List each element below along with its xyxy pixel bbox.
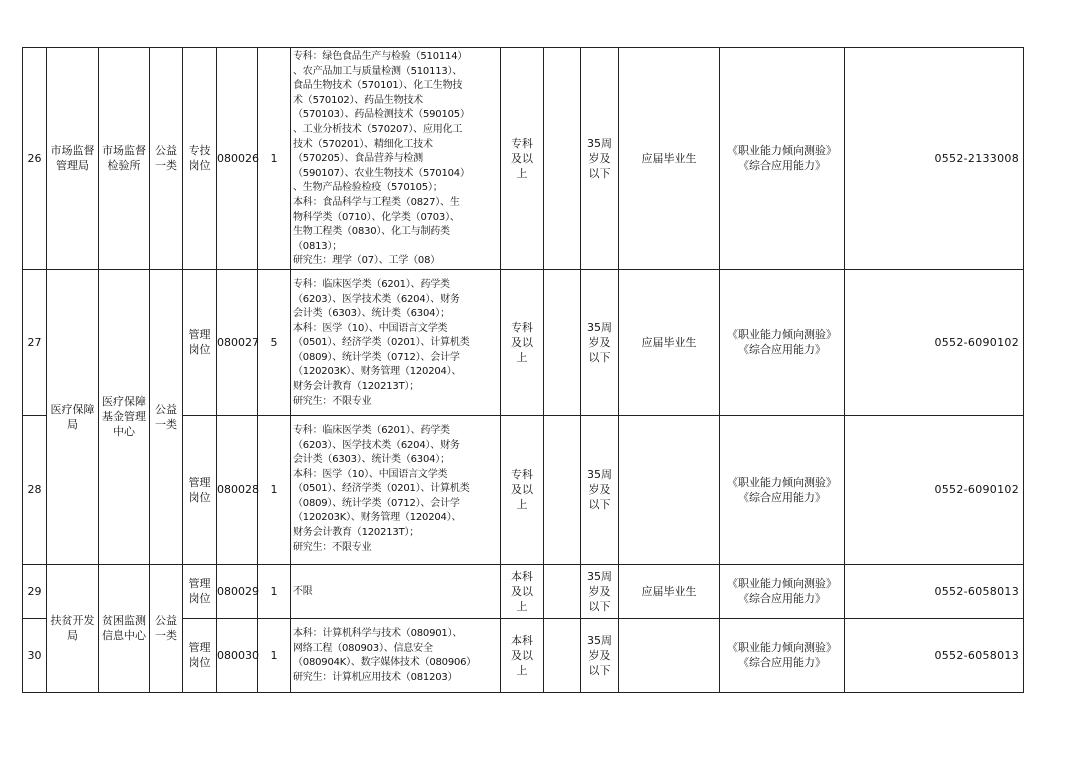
requirements-cell: 专科：临床医学类（6201）、药学类 （6203）、医学技术类（6204）、财务 会计类（6303）、统计类（6304）； 本科：医学（10）、中国语言文学类 （0501）、经济学类（0201）、计算机类 （0809）、统计学类（0712）、会计学 （120203K）、财务管理（120204）、 财务会计教育（120213T）； 研究生：不限专业 [291,415,501,564]
education-cell: 本科 及以 上 [501,618,544,692]
department-cell: 市场监督 管理局 [47,48,99,270]
row-number: 27 [23,269,47,415]
unit-type-cell: 公益 一类 [150,48,183,270]
post-code-cell: 080029 [217,564,258,618]
headcount-cell: 1 [258,415,291,564]
post-type-cell: 管理 岗位 [183,618,217,692]
unit-cell: 市场监督 检验所 [99,48,150,270]
table-row [23,48,1024,270]
post-type-cell: 管理 岗位 [183,269,217,415]
exam-cell: 《职业能力倾向测验》 《综合应用能力》 [720,618,845,692]
phone-cell: 0552-6090102 [845,415,1024,564]
education-cell: 本科 及以 上 [501,564,544,618]
blank-cell [544,415,581,564]
age-cell: 35周 岁及 以下 [581,48,619,270]
unit-cell: 医疗保障 基金管理 中心 [99,269,150,564]
exam-cell: 《职业能力倾向测验》 《综合应用能力》 [720,564,845,618]
age-cell: 35周 岁及 以下 [581,618,619,692]
requirements-cell: 不限 [291,564,501,618]
blank-cell [544,618,581,692]
age-cell: 35周 岁及 以下 [581,564,619,618]
headcount-cell: 1 [258,618,291,692]
post-code-cell: 080030 [217,618,258,692]
department-cell: 医疗保障 局 [47,269,99,564]
phone-cell: 0552-6090102 [845,269,1024,415]
table-row [23,564,1024,618]
exam-cell: 《职业能力倾向测验》 《综合应用能力》 [720,415,845,564]
phone-cell: 0552-6058013 [845,618,1024,692]
requirements-cell: 专科：绿色食品生产与检验（510114） 、农产品加工与质量检测（510113）、 食品生物技术（570101）、化工生物技 术（570102）、药品生物技术 （570103）、药品检测技术（590105） 、工业分析技术（570207）、应用化工 技术（570201）、精细化工技术 （570205）、食品营养与检测 （590107）、农业生物技术（570104） 、生物产品检验检疫（570105）； 本科：食品科学与工程类（0827）、生 物科学类（0710）、化学类（0703）、 生物工程类（0830）、化工与制药类 （0813）； 研究生：理学（07）、工学（08） [291,48,501,270]
requirements-cell: 专科：临床医学类（6201）、药学类 （6203）、医学技术类（6204）、财务 会计类（6303）、统计类（6304）； 本科：医学（10）、中国语言文学类 （0501）、经济学类（0201）、计算机类 （0809）、统计学类（0712）、会计学 （120203K）、财务管理（120204）、 财务会计教育（120213T）； 研究生：不限专业 [291,269,501,415]
education-cell: 专科 及以 上 [501,48,544,270]
headcount-cell: 1 [258,48,291,270]
exam-cell: 《职业能力倾向测验》 《综合应用能力》 [720,48,845,270]
education-cell: 专科 及以 上 [501,415,544,564]
headcount-cell: 1 [258,564,291,618]
row-number: 30 [23,618,47,692]
unit-cell: 贫困监测 信息中心 [99,564,150,692]
headcount-cell: 5 [258,269,291,415]
post-type-cell: 管理 岗位 [183,415,217,564]
requirements-cell: 本科：计算机科学与技术（080901）、 网络工程（080903）、信息安全 （080904K）、数字媒体技术（080906） 研究生：计算机应用技术（081203） [291,618,501,692]
blank-cell [544,48,581,270]
post-code-cell: 080027 [217,269,258,415]
post-type-cell: 管理 岗位 [183,564,217,618]
phone-cell: 0552-6058013 [845,564,1024,618]
row-number: 28 [23,415,47,564]
other-requirement-cell [619,415,720,564]
other-requirement-cell: 应届毕业生 [619,269,720,415]
post-code-cell: 080026 [217,48,258,270]
recruitment-table [22,47,1024,693]
row-number: 29 [23,564,47,618]
post-code-cell: 080028 [217,415,258,564]
department-cell: 扶贫开发 局 [47,564,99,692]
phone-cell: 0552-2133008 [845,48,1024,270]
other-requirement-cell [619,618,720,692]
blank-cell [544,269,581,415]
unit-type-cell: 公益 一类 [150,269,183,564]
other-requirement-cell: 应届毕业生 [619,564,720,618]
unit-type-cell: 公益 一类 [150,564,183,692]
row-number: 26 [23,48,47,270]
age-cell: 35周 岁及 以下 [581,415,619,564]
education-cell: 专科 及以 上 [501,269,544,415]
other-requirement-cell: 应届毕业生 [619,48,720,270]
exam-cell: 《职业能力倾向测验》 《综合应用能力》 [720,269,845,415]
blank-cell [544,564,581,618]
table-row [23,269,1024,415]
post-type-cell: 专技 岗位 [183,48,217,270]
age-cell: 35周 岁及 以下 [581,269,619,415]
